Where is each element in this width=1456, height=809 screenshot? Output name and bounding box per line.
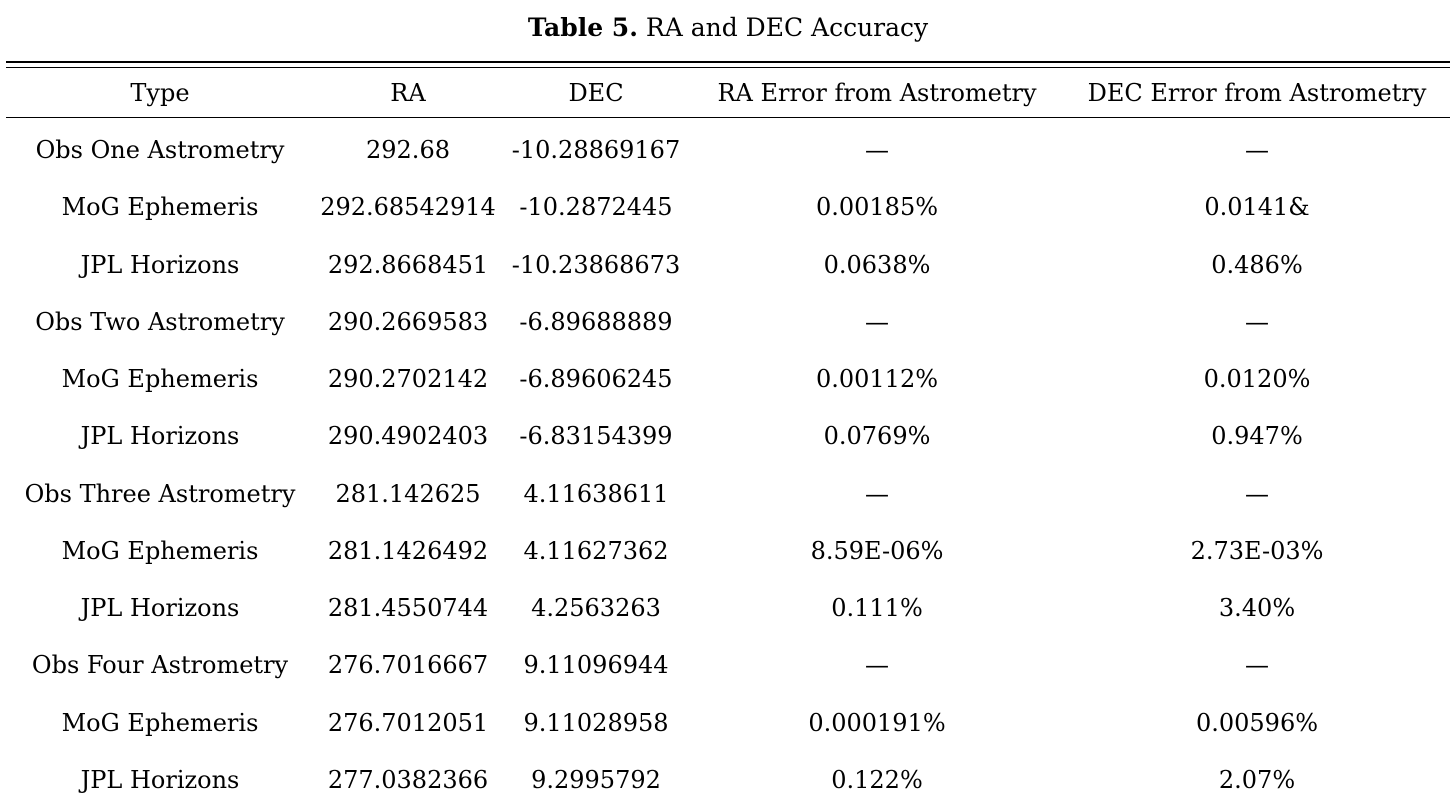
cell-dec: -10.2872445 (519, 193, 673, 222)
cell-ra: 292.68 (366, 136, 450, 165)
table-header-row (6, 68, 1450, 118)
cell-ra: 290.2702142 (327, 365, 489, 394)
cell-type: MoG Ephemeris (61, 536, 259, 565)
cell-dec: -6.83154399 (519, 422, 673, 451)
cell-dec-error: — (1245, 136, 1269, 165)
cell-ra: 281.1426492 (327, 536, 489, 565)
cell-ra-error: 0.00185% (815, 193, 939, 222)
cell-ra-error: 0.0769% (823, 422, 931, 451)
column-header-ra: RA (390, 79, 426, 107)
cell-dec: 4.11638611 (523, 479, 669, 508)
cell-type: Obs Three Astrometry (24, 479, 296, 508)
cell-ra: 290.4902403 (327, 422, 489, 451)
cell-ra-error: 8.59E-06% (810, 536, 944, 565)
table-row (6, 580, 1450, 637)
table-caption-label: Table 5. (527, 13, 638, 42)
cell-dec-error: 2.07% (1218, 765, 1296, 794)
cell-dec: 4.2563263 (531, 594, 661, 623)
cell-dec: -10.23868673 (511, 250, 681, 279)
cell-type: Obs Four Astrometry (31, 651, 289, 680)
cell-ra: 281.142625 (335, 479, 481, 508)
cell-dec: 9.11028958 (523, 708, 669, 737)
table-body (6, 118, 1450, 809)
column-header-dec-error: DEC Error from Astrometry (1087, 79, 1427, 107)
cell-dec-error: 0.0120% (1203, 365, 1311, 394)
cell-type: JPL Horizons (80, 422, 240, 451)
cell-ra: 276.7012051 (327, 708, 489, 737)
table-row (6, 466, 1450, 523)
cell-dec: 9.2995792 (531, 765, 661, 794)
cell-dec: -6.89606245 (519, 365, 673, 394)
cell-type: MoG Ephemeris (61, 193, 259, 222)
cell-ra-error: 0.00112% (815, 365, 939, 394)
cell-ra-error: 0.0638% (823, 250, 931, 279)
cell-type: MoG Ephemeris (61, 365, 259, 394)
table-row (6, 351, 1450, 408)
column-header-dec: DEC (568, 79, 624, 107)
cell-type: JPL Horizons (80, 250, 240, 279)
table-row (6, 237, 1450, 294)
cell-ra: 276.7016667 (327, 651, 489, 680)
cell-ra-error: 0.122% (831, 765, 923, 794)
accuracy-table (6, 68, 1450, 809)
table-row (6, 637, 1450, 694)
table-top-rule (6, 61, 1450, 63)
cell-ra-error: — (865, 307, 889, 336)
table-row (6, 179, 1450, 236)
cell-type: Obs Two Astrometry (35, 307, 285, 336)
cell-dec: -10.28869167 (511, 136, 681, 165)
cell-ra-error: — (865, 651, 889, 680)
column-header-type: Type (130, 79, 190, 107)
table-row (6, 294, 1450, 351)
cell-dec-error: — (1245, 479, 1269, 508)
cell-dec-error: 2.73E-03% (1190, 536, 1324, 565)
cell-ra: 281.4550744 (327, 594, 489, 623)
cell-dec-error: — (1245, 651, 1269, 680)
cell-dec-error: 0.0141& (1204, 193, 1310, 222)
cell-dec: 9.11096944 (523, 651, 669, 680)
cell-ra-error: — (865, 136, 889, 165)
cell-ra: 277.0382366 (327, 765, 489, 794)
table-caption-text: RA and DEC Accuracy (645, 13, 929, 42)
cell-type: JPL Horizons (80, 765, 240, 794)
cell-ra-error: 0.111% (831, 594, 923, 623)
cell-ra: 292.68542914 (320, 193, 496, 222)
cell-ra: 292.8668451 (327, 250, 489, 279)
cell-type: MoG Ephemeris (61, 708, 259, 737)
cell-ra: 290.2669583 (327, 307, 489, 336)
table-row (6, 118, 1450, 179)
cell-ra-error: 0.000191% (808, 708, 946, 737)
cell-dec-error: 3.40% (1218, 594, 1296, 623)
cell-dec: 4.11627362 (523, 536, 669, 565)
table-caption (0, 12, 1456, 44)
column-header-ra-error: RA Error from Astrometry (717, 79, 1037, 107)
table-row (6, 752, 1450, 809)
cell-dec-error: 0.00596% (1195, 708, 1319, 737)
cell-dec-error: — (1245, 307, 1269, 336)
table-row (6, 408, 1450, 465)
cell-ra-error: — (865, 479, 889, 508)
cell-dec: -6.89688889 (519, 307, 673, 336)
table-row (6, 523, 1450, 580)
cell-type: JPL Horizons (80, 594, 240, 623)
cell-dec-error: 0.947% (1211, 422, 1303, 451)
cell-type: Obs One Astrometry (35, 136, 285, 165)
table-row (6, 695, 1450, 752)
cell-dec-error: 0.486% (1211, 250, 1303, 279)
